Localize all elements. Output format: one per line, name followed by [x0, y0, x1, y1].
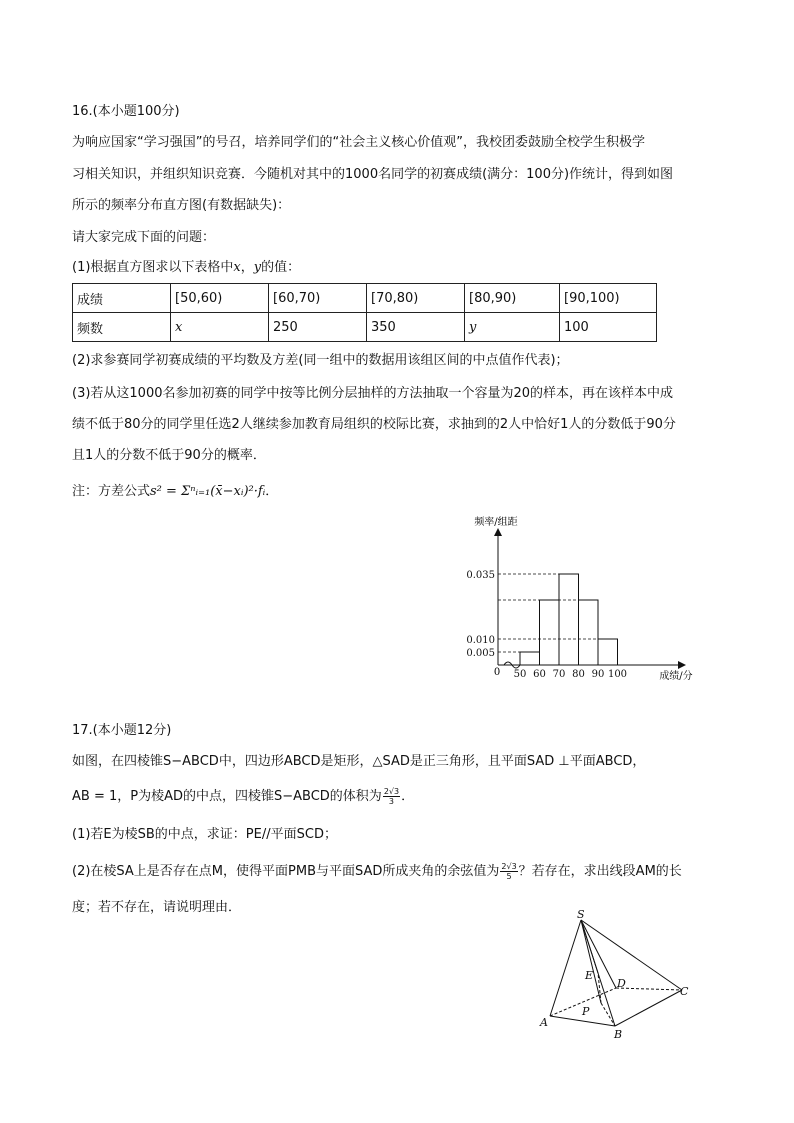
q16-intro-line3: 所示的频率分布直方图(有数据缺失)： — [72, 198, 291, 213]
y-axis-label: 频率/组距 — [474, 517, 518, 528]
edge-SE — [581, 920, 598, 973]
q16-part3-line2: 绩不低于80分的同学里任选2人继续参加教育局组织的校际比赛，求抽到的2人中恰好1人的分数低于90分 — [72, 417, 676, 432]
edge-DC — [616, 988, 682, 990]
q16-part3-line1: (3)若从这1000名参加初赛的同学中按等比例分层抽样的方法抽取一个容量为20的样本，再在该样本中成 — [72, 386, 674, 401]
label-B: B — [614, 1028, 623, 1040]
y-tick-label: 0.010 — [466, 635, 495, 646]
q17-part1: (1)若E为棱SB的中点，求证：PE//平面SCD； — [72, 827, 337, 842]
table-cell: [60,70) — [269, 284, 367, 313]
cosine-fraction — [500, 862, 517, 881]
x-tick-label: 100 — [607, 669, 628, 680]
x-tick-label: 70 — [552, 669, 566, 680]
table-data-row — [73, 313, 657, 342]
q16-prompt: 请大家完成下面的问题： — [72, 230, 216, 245]
frequency-histogram — [450, 510, 710, 690]
q16-intro-line1: 为响应国家“学习强国”的号召，培养同学们的“社会主义核心价值观”，我校团委鼓励全校学生积极学 — [72, 135, 645, 150]
x-tick-label: 90 — [591, 669, 605, 680]
y-tick-label: 0.005 — [466, 648, 495, 659]
table-cell: [90,100) — [560, 284, 657, 313]
table-cell: x — [171, 313, 269, 342]
comma: ， — [240, 260, 254, 275]
histogram-bar — [540, 600, 560, 665]
part2-suffix: ？若存在，求出线段AM的长 — [518, 864, 682, 879]
edge-SA — [550, 920, 581, 1016]
q16-intro-line2: 习相关知识，并组织知识竞赛．今随机对其中的1000名同学的初赛成绩(满分：100分)作统计，得到如图 — [72, 167, 674, 182]
table-cell: [70,80) — [367, 284, 465, 313]
y-tick-label: 0.035 — [466, 570, 495, 581]
table-cell: y — [465, 313, 560, 342]
q17-line2 — [72, 787, 414, 806]
x-tick-label: 80 — [572, 669, 585, 680]
var-y: y — [253, 260, 262, 275]
edge-SP — [581, 920, 601, 1003]
x-axis-label: 成绩/分 — [659, 671, 693, 682]
q17-part2-line1 — [72, 862, 682, 881]
table-cell: 100 — [560, 313, 657, 342]
histogram-bar — [579, 600, 599, 665]
x-tick-label: 50 — [513, 669, 527, 680]
part1-suffix: 的值： — [261, 260, 301, 275]
label-C: C — [680, 985, 689, 998]
fraction-numerator: 2√3 — [383, 787, 400, 796]
edge-BC — [615, 990, 682, 1026]
volume-fraction — [383, 787, 400, 806]
origin-label: 0 — [493, 667, 501, 678]
fraction-denominator: 3 — [388, 797, 394, 806]
line2-text: AB = 1，P为棱AD的中点，四棱锥S−ABCD的体积为 — [72, 789, 382, 804]
x-axis-arrow — [678, 661, 686, 669]
table-cell: [50,60) — [171, 284, 269, 313]
table-cell: 成绩 — [73, 284, 171, 313]
table-cell: [80,90) — [465, 284, 560, 313]
variance-formula: s² = Σⁿᵢ₌₁(x̄−xᵢ)²·fᵢ — [150, 484, 266, 499]
y-axis-arrow — [494, 528, 502, 536]
q16-part3-line3: 且1人的分数不低于90分的概率． — [72, 448, 266, 463]
note-label: 注：方差公式 — [72, 484, 151, 499]
fraction-denominator: 5 — [506, 872, 512, 881]
pyramid-figure — [530, 905, 710, 1040]
q16-part2: (2)求参赛同学初赛成绩的平均数及方差(同一组中的数据用该组区间的中点值作代表)； — [72, 353, 569, 368]
q16-part1 — [72, 259, 300, 277]
histogram-bar — [559, 574, 579, 665]
line2-end: ． — [401, 789, 415, 804]
part2-text: (2)在棱SA上是否存在点M，使得平面PMB与平面SAD所成夹角的余弦值为 — [72, 864, 500, 879]
var-x: x — [233, 260, 241, 275]
x-tick-label: 60 — [533, 669, 546, 680]
label-E: E — [585, 969, 594, 982]
label-P: P — [582, 1005, 590, 1018]
histogram-bar — [520, 652, 540, 665]
q17-line1: 如图，在四棱锥S−ABCD中，四边形ABCD是矩形，△SAD是正三角形，且平面SAD ⊥平面ABCD， — [72, 754, 646, 769]
segment-PB — [601, 1003, 615, 1026]
histogram-bar — [598, 639, 618, 665]
fraction-numerator: 2√3 — [501, 862, 517, 871]
table-cell: 250 — [269, 313, 367, 342]
frequency-table — [72, 283, 657, 342]
label-A: A — [540, 1016, 548, 1029]
table-cell: 350 — [367, 313, 465, 342]
q17-part2-line2: 度；若不存在，请说明理由． — [72, 900, 242, 915]
q17-header: 17.(本小题12分) — [72, 723, 172, 738]
q16-note — [72, 483, 278, 501]
note-end: ． — [265, 484, 279, 499]
part1-text: (1)根据直方图求以下表格中 — [72, 260, 234, 275]
q16-header: 16.(本小题100分) — [72, 104, 180, 119]
label-D: D — [617, 977, 626, 990]
edge-SC — [581, 920, 682, 990]
table-header-row — [73, 284, 657, 313]
label-S: S — [577, 908, 585, 921]
table-cell: 频数 — [73, 313, 171, 342]
